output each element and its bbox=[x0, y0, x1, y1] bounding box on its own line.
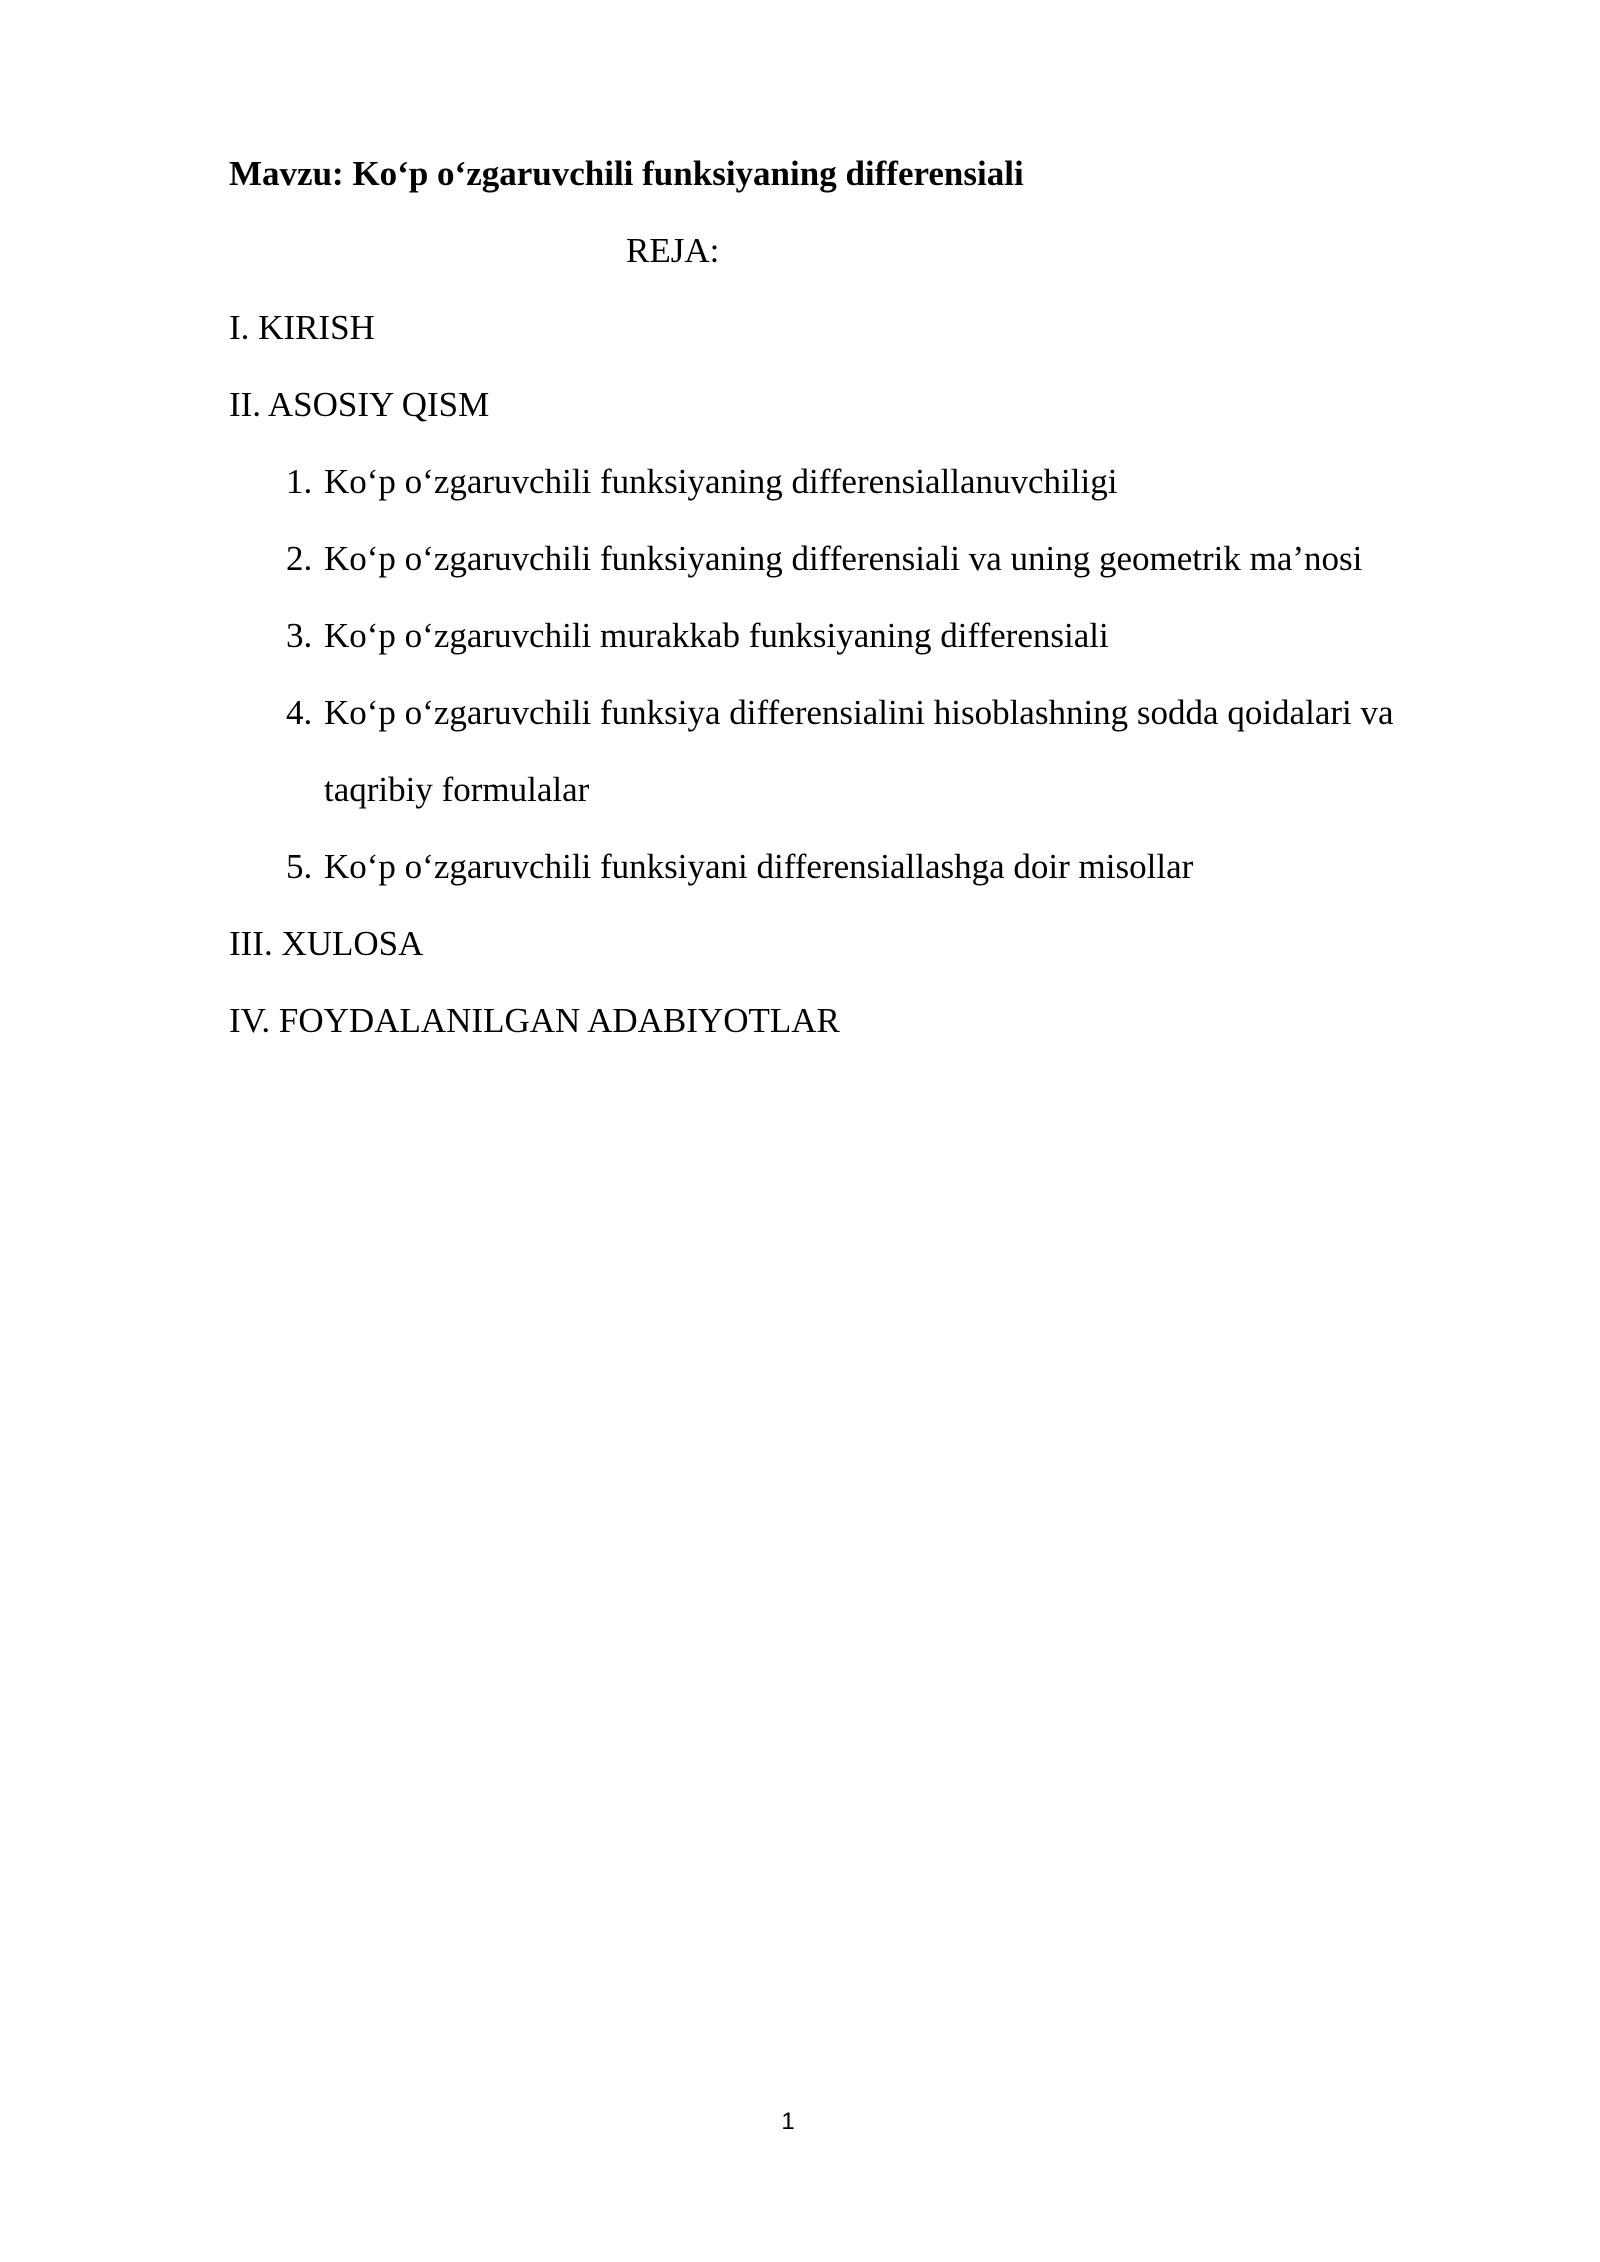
plan-item-number: 5. bbox=[286, 847, 313, 886]
plan-item-number: 2. bbox=[286, 539, 313, 578]
plan-item-text: Ko‘p o‘zgaruvchili funksiyaning differensiali va uning geometrik ma’nosi bbox=[324, 539, 1363, 578]
plan-item-text: Ko‘p o‘zgaruvchili funksiyani differensiallashga doir misollar bbox=[324, 847, 1194, 886]
plan-item bbox=[286, 460, 1117, 504]
plan-item-text: Ko‘p o‘zgaruvchili murakkab funksiyaning differensiali bbox=[324, 616, 1109, 655]
plan-item-number: 1. bbox=[286, 462, 313, 501]
section-conclusion: III. XULOSA bbox=[229, 924, 424, 963]
page-number: 1 bbox=[781, 2108, 795, 2135]
section-main: II. ASOSIY QISM bbox=[229, 385, 490, 424]
section-references: IV. FOYDALANILGAN ADABIYOTLAR bbox=[229, 1001, 840, 1040]
section-intro: I. KIRISH bbox=[229, 308, 375, 347]
plan-item-text: Ko‘p o‘zgaruvchili funksiya differensialini hisoblashning sodda qoidalari va bbox=[324, 693, 1394, 732]
plan-item bbox=[286, 845, 1193, 889]
plan-item-number: 4. bbox=[286, 693, 313, 732]
plan-heading: REJA: bbox=[626, 231, 720, 270]
plan-item bbox=[286, 691, 1394, 735]
plan-item-text: Ko‘p o‘zgaruvchili funksiyaning differensiallanuvchiligi bbox=[324, 462, 1118, 501]
plan-item-continuation: taqribiy formulalar bbox=[324, 770, 590, 809]
plan-item bbox=[286, 537, 1362, 581]
plan-item-number: 3. bbox=[286, 616, 313, 655]
document-title: Mavzu: Ko‘p o‘zgaruvchili funksiyaning differensiali bbox=[229, 154, 1024, 193]
plan-item bbox=[286, 614, 1109, 658]
